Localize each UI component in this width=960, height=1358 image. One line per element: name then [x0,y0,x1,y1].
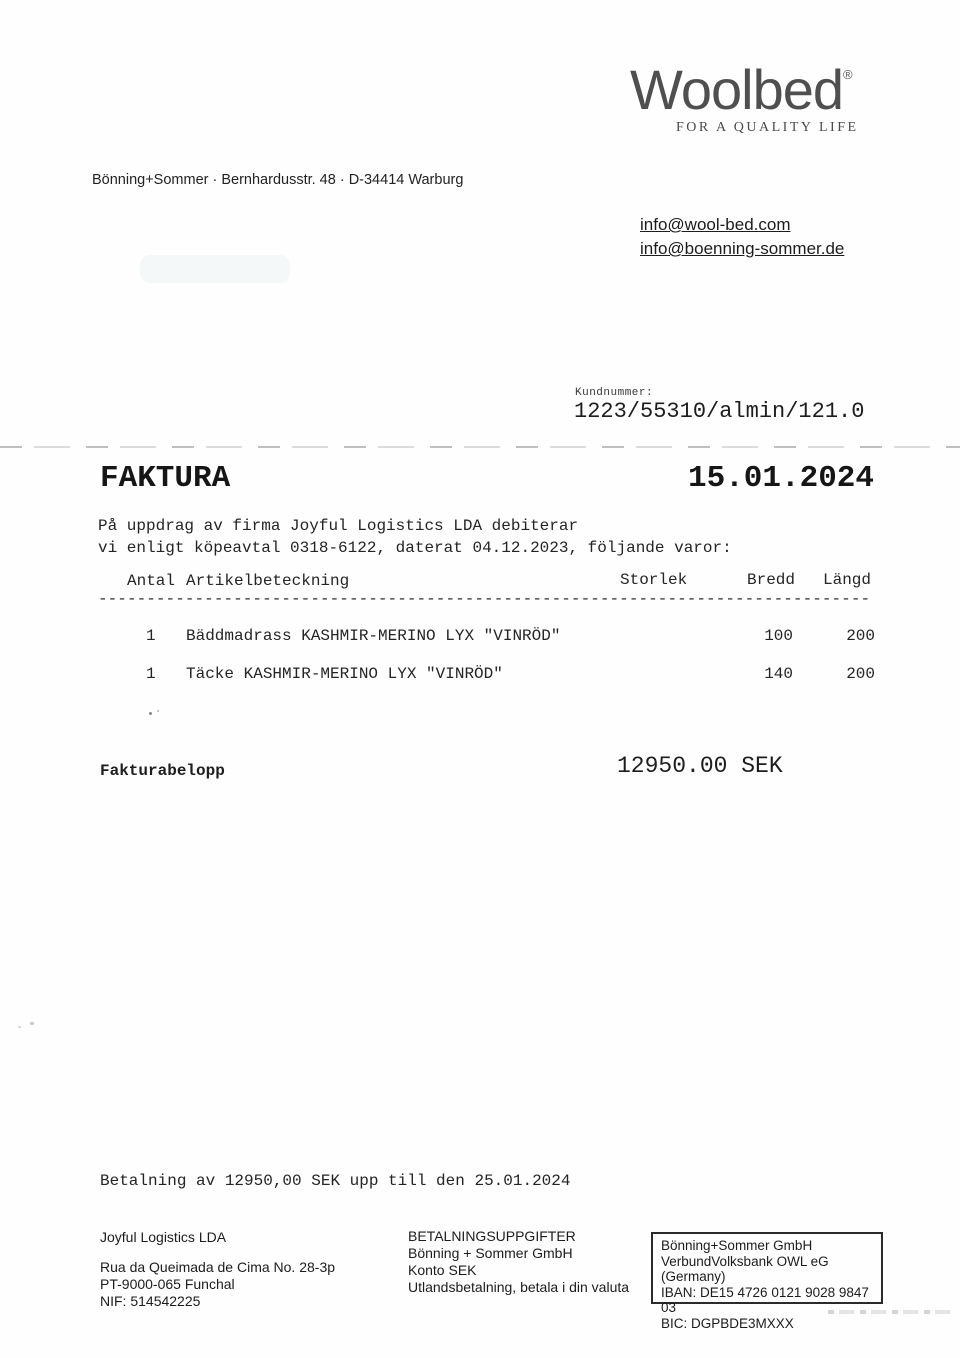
company-logo [630,58,860,136]
email-wool-bed: info@wool-bed.com [640,215,791,234]
column-header-artikel: Artikelbeteckning [186,572,350,590]
footer-mid-currency: Utlandsbetalning, betala i din valuta [408,1279,630,1295]
footer-left-company: Joyful Logistics LDA [100,1229,227,1245]
row2-description: Täcke KASHMIR-MERINO LYX "VINRÖD" [186,665,503,683]
intro-line-1: På uppdrag av firma Joyful Logistics LDA debiterar [98,517,579,535]
row2-width: 140 [764,665,793,683]
bank-company: Bönning+Sommer GmbH [661,1238,813,1253]
logo-wordmark [630,58,860,121]
footer-payment-details [408,1228,629,1296]
footer-left-spacer [100,1246,335,1259]
footer-mid-company: Bönning + Sommer GmbH [408,1245,573,1261]
footer-mid-account: Konto SEK [408,1262,477,1278]
scanned-divider-line [0,446,960,448]
column-header-bredd: Bredd [747,571,796,589]
bank-bic: BIC: DGPBDE3MXXX [661,1315,794,1331]
registered-trademark-icon: ® [843,67,852,82]
contact-emails [640,213,844,261]
invoice-intro-text [98,515,732,559]
payment-due-note: Betalning av 12950,00 SEK upp till den 25.01.2024 [100,1172,571,1190]
row1-quantity: 1 [146,627,156,645]
table-divider: -------------------------------------------------------------------------------- [98,590,871,608]
footer-left-nif: NIF: 514542225 [100,1293,201,1309]
row2-quantity: 1 [146,665,156,683]
invoice-date: 15.01.2024 [687,461,874,496]
scan-speck [18,1026,21,1028]
invoice-total-amount: 12950.00 SEK [617,753,783,779]
scan-speck [157,710,159,712]
column-header-antal: Antal [127,572,176,590]
scan-speck [149,712,152,715]
row2-length: 200 [846,665,875,683]
sender-address-line: Bönning+Sommer · Bernhardusstr. 48 · D-34414 Warburg [92,172,464,188]
logo-text: Woolbed [630,58,844,121]
customer-number-label: Kundnummer: [575,387,654,399]
email-boenning-sommer: info@boenning-sommer.de [640,239,845,258]
customer-number-value: 1223/55310/almin/121.0 [574,399,865,424]
scan-speck [30,1022,34,1025]
row1-width: 100 [764,627,793,645]
invoice-title: FAKTURA [100,461,231,496]
bank-name: VerbundVolksbank OWL eG (Germany) [661,1253,829,1284]
intro-line-2: vi enligt köpeavtal 0318-6122, daterat 04.12.2023, följande varor: [98,539,732,557]
footer-mid-heading: BETALNINGSUPPGIFTER [408,1228,576,1244]
bank-iban: IBAN: DE15 4726 0121 9028 9847 03 [661,1284,869,1315]
row1-description: Bäddmadrass KASHMIR-MERINO LYX "VINRÖD" [186,627,561,645]
logo-tagline: FOR A QUALITY LIFE [676,120,859,135]
invoice-total-label: Fakturabelopp [100,762,225,780]
footer-left-city: PT-9000-065 Funchal [100,1276,235,1292]
column-header-langd: Längd [823,571,872,589]
scan-smudge [140,255,290,283]
footer-left-street: Rua da Queimada de Cima No. 28-3p [100,1259,336,1275]
bank-details-box [651,1232,883,1331]
column-header-storlek: Storlek [620,571,688,589]
footer-seller-address [100,1229,335,1310]
row1-length: 200 [846,627,875,645]
